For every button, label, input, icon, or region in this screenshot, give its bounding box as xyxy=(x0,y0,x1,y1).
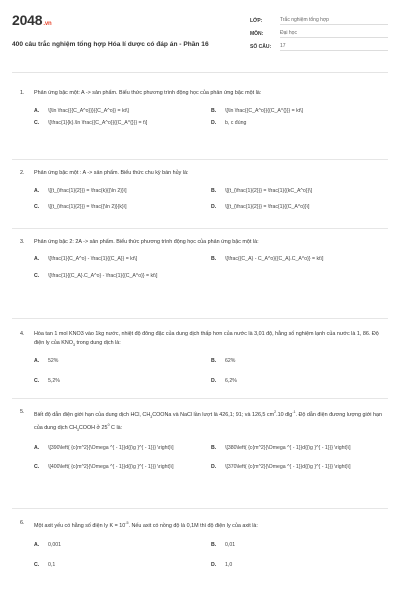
options xyxy=(34,108,388,133)
question-text-part: trong dung dịch là: xyxy=(74,339,121,346)
option-key: A. xyxy=(34,255,40,262)
option-key: B. xyxy=(211,358,217,365)
question-text-part: COONa và NaCl lần lượt là 426,1; 91; và 126,5 cm xyxy=(152,411,275,418)
option-key: C. xyxy=(34,120,40,126)
option-a[interactable] xyxy=(34,358,211,366)
option-key: D. xyxy=(211,120,217,126)
option-text: \[\frac{1}{k}.\ln \frac{{C_A^o}}{{C_A^{}}} = t\] xyxy=(48,120,148,126)
option-text: \[\ln \frac{{{C_A^o}}}{{C_A^o}} = kt\] xyxy=(48,107,129,114)
question-1 xyxy=(12,73,388,160)
logo-suffix: .vn xyxy=(43,21,52,27)
question-text xyxy=(34,330,388,349)
option-a[interactable] xyxy=(34,256,211,264)
meta-label: LỚP: xyxy=(250,17,263,24)
options xyxy=(34,358,388,390)
question-number: 5. xyxy=(20,409,25,415)
option-key: A. xyxy=(34,444,40,451)
question-number: 1. xyxy=(20,90,25,96)
meta-value: Trắc nghiệm tổng hợp xyxy=(280,17,388,25)
option-a[interactable] xyxy=(34,188,211,196)
option-d[interactable] xyxy=(211,120,388,128)
question-header xyxy=(12,169,388,178)
question-text: Phản ứng bậc một : A -> sản phẩm. Biểu thức chu kỳ bán hủy là: xyxy=(34,170,189,176)
superscript: -5 xyxy=(125,521,129,525)
option-key: B. xyxy=(211,187,217,194)
question-number: 3. xyxy=(20,239,25,245)
option-key: D. xyxy=(211,377,217,384)
option-key: B. xyxy=(211,542,217,549)
question-text xyxy=(34,519,388,530)
option-text: \[370\left( {c{m^2}{\Omega ^{ - 1}}d{{\g }^{ - 1}}} \right)\] xyxy=(225,464,351,471)
question-header xyxy=(12,519,388,530)
option-text: 6,2% xyxy=(225,377,237,384)
subscript: 3 xyxy=(150,414,153,419)
question-text: Phản ứng bậc một: A -> sản phẩm. Biểu thức phương trình động học của phản ứng bậc một là: xyxy=(34,90,262,96)
question-text-part: . Nếu axit có nồng độ là 0,1M thì độ điện ly của axit là: xyxy=(128,522,258,529)
option-key: D. xyxy=(211,464,217,471)
option-text: \[{t_{\frac{1}{2}}} = \frac{k}{{\ln 2}}\] xyxy=(48,187,127,194)
logo-text: 2048 xyxy=(12,12,43,28)
document-title: 400 câu trắc nghiệm tổng hợp Hóa lí dược có đáp án - Phần 16 xyxy=(12,41,209,48)
options xyxy=(34,188,388,217)
question-header xyxy=(12,330,388,349)
option-c[interactable] xyxy=(34,204,211,212)
question-header xyxy=(12,238,388,247)
option-a[interactable] xyxy=(34,542,211,550)
option-key: C. xyxy=(34,377,40,384)
option-b[interactable] xyxy=(211,188,388,196)
option-key: C. xyxy=(34,204,40,210)
option-key: B. xyxy=(211,444,217,451)
option-b[interactable] xyxy=(211,542,388,550)
option-key: C. xyxy=(34,273,40,279)
option-text: \[{t_{\frac{1}{2}}} = \frac{1}{{C_A^o}}\] xyxy=(225,204,310,210)
option-c[interactable] xyxy=(34,378,211,386)
option-text: b, c đúng xyxy=(225,120,247,126)
option-text: 52% xyxy=(48,358,59,365)
question-number: 4. xyxy=(20,331,25,337)
meta-row-class xyxy=(250,14,388,27)
superscript: 0 xyxy=(107,423,110,428)
option-d[interactable] xyxy=(211,464,388,472)
question-text xyxy=(34,408,388,435)
header-left xyxy=(12,12,242,62)
question-text-part: . Độ dẫn điện đương lượng giới hạn của dung dịch CH xyxy=(34,411,382,432)
option-text: \[{t_{\frac{1}{2}}} = \frac{1}{{kC_A^o}}\] xyxy=(225,187,313,194)
option-text: \[\ln \frac{{C_A^o}}{{C_A^{}}} = kt\] xyxy=(225,107,303,114)
option-text: 0,01 xyxy=(225,542,236,549)
options xyxy=(34,256,388,286)
option-b[interactable] xyxy=(211,358,388,366)
option-text: \[400\left( {c{m^2}{\Omega ^{ - 1}}d{{\g }^{ - 1}}} \right)\] xyxy=(48,464,174,471)
option-text: 0,001 xyxy=(48,542,61,549)
option-text: \[\frac{1}{C_A^o} - \frac{1}{{C_A}} = kt\] xyxy=(48,255,138,262)
option-text: 0,1 xyxy=(48,561,56,568)
question-number: 2. xyxy=(20,170,25,176)
question-text-part: .10 dlg xyxy=(276,411,293,418)
meta-row-subject xyxy=(250,27,388,40)
meta-panel xyxy=(250,12,388,62)
question-text-part: Hòa tan 1 mol KNO3 vào 1kg nước, nhiệt độ đông đặc của dung dịch thấp hơn của nước là 3,01 độ, hằng số nghiệm lạnh của nước là 1, 86. Độ điện ly của KNO xyxy=(34,331,379,346)
option-text: \[\frac{{C_A} - C_A^o}{{C_A}.C_A^o}} = kt\] xyxy=(225,255,324,262)
option-d[interactable] xyxy=(211,204,388,212)
subscript: 3 xyxy=(72,342,75,347)
meta-value: Đại học xyxy=(280,30,388,38)
option-b[interactable] xyxy=(211,108,388,116)
document-header xyxy=(12,0,388,62)
option-key: C. xyxy=(34,561,40,568)
meta-row-count xyxy=(250,40,388,53)
question-5 xyxy=(12,399,388,509)
site-logo[interactable] xyxy=(12,12,242,32)
option-text: 5,2% xyxy=(48,377,60,384)
superscript: 2 xyxy=(274,410,277,414)
option-key: D. xyxy=(211,204,217,210)
meta-label: SỐ CÂU: xyxy=(250,43,272,50)
question-text: Phản ứng bậc 2: 2A -> sản phẩm. Biểu thức phương trình động học của phản ứng bậc một là: xyxy=(34,239,259,245)
option-key: A. xyxy=(34,542,40,549)
question-header xyxy=(12,89,388,98)
option-c[interactable] xyxy=(34,273,211,281)
option-text: \[380\left( {c{m^2}{\Omega ^{ - 1}}d{{\g }^{ - 1}}} \right)\] xyxy=(225,444,351,451)
option-key: B. xyxy=(211,255,217,262)
question-number: 6. xyxy=(20,520,25,526)
options xyxy=(34,445,388,477)
option-text: 62% xyxy=(225,358,236,365)
option-d[interactable] xyxy=(211,562,388,570)
question-text-part: Một axit yếu có hằng số điện ly K = 10 xyxy=(34,522,126,529)
options xyxy=(34,542,388,574)
question-4 xyxy=(12,319,388,399)
option-text: 1,0 xyxy=(225,561,233,568)
subscript: 3 xyxy=(76,428,79,433)
question-2 xyxy=(12,160,388,229)
option-b[interactable] xyxy=(211,445,388,453)
meta-value: 17 xyxy=(280,43,388,51)
option-text: \[{t_{\frac{1}{2}}} = \frac{{\ln 2}}{k}\] xyxy=(48,204,127,210)
option-key: D. xyxy=(211,561,217,568)
option-key: A. xyxy=(34,187,40,194)
question-3 xyxy=(12,229,388,319)
option-text: \[\frac{1}{{C_A}.C_A^o} - \frac{1}{{C_A^o}} = kt\] xyxy=(48,273,158,279)
option-c[interactable] xyxy=(34,464,211,472)
option-d[interactable] xyxy=(211,378,388,386)
question-header xyxy=(12,408,388,435)
question-text-part: Biết độ dẫn điện giới hạn của dung dịch HCl, CH xyxy=(34,411,151,418)
option-key: A. xyxy=(34,358,40,365)
option-a[interactable] xyxy=(34,108,211,116)
option-key: A. xyxy=(34,107,40,114)
meta-label: MÔN: xyxy=(250,30,264,37)
superscript: -1 xyxy=(292,410,296,414)
option-key: C. xyxy=(34,464,40,471)
question-text-part: C là: xyxy=(109,425,123,432)
option-b[interactable] xyxy=(211,256,388,264)
option-text: \[390\left( {c{m^2}{\Omega ^{ - 1}}d{{\g }^{ - 1}}} \right)\] xyxy=(48,444,174,451)
option-c[interactable] xyxy=(34,562,211,570)
question-text-part: COOH ở 25 xyxy=(78,425,108,432)
option-c[interactable] xyxy=(34,120,211,128)
option-a[interactable] xyxy=(34,445,211,453)
option-key: B. xyxy=(211,107,217,114)
question-6 xyxy=(12,509,388,581)
